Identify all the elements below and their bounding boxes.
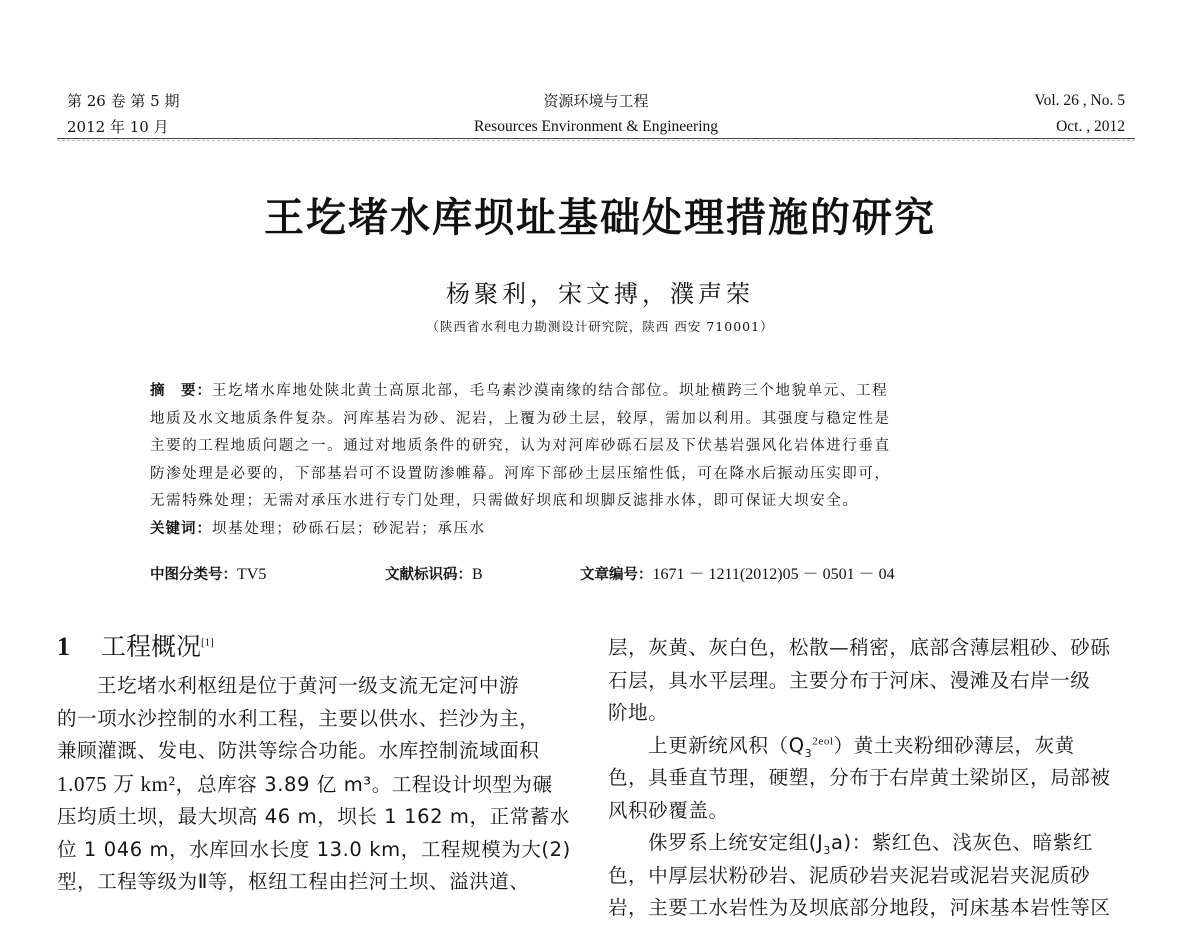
paragraph-line: 兼顾灌溉、发电、防洪等综合功能。水库控制流域面积: [57, 739, 540, 762]
abstract-label: 摘 要：: [150, 383, 212, 399]
paragraph-line: 岩，主要工水岩性为及坝底部分地段，河床基本岩性等区: [608, 896, 1111, 919]
header-center: [67, 88, 1125, 140]
paragraph-line: 压均质土坝，最大坝高 46 m，坝长 1 162 m，正常蓄水: [57, 805, 571, 828]
paragraph-line: 上更新统风积$(Q_3^{2eol})$黄土夹粉细砂薄层，灰黄: [648, 733, 1075, 760]
abstract-line: 摘 要：王圪堵水库地处陕北黄土高原北部，毛乌素沙漠南缘的结合部位。坝址横跨三个地貌单元、工程: [150, 383, 889, 399]
volume-issue-en: Vol. 26 , No. 5: [1034, 92, 1125, 109]
keywords-label: 关键词：: [150, 520, 212, 537]
journal-name-cn: 资源环境与工程: [543, 92, 649, 110]
paragraph-line: 风积砂覆盖。: [608, 798, 729, 822]
running-header: [67, 88, 1125, 140]
keywords: [150, 516, 1055, 544]
abstract-line: 主要的工程地质问题之一。通过对地质条件的研究，认为对河库砂砾石层及下伏基岩强风化岩体进行垂直: [150, 438, 891, 454]
header-right: [1034, 88, 1125, 140]
header-divider: [57, 138, 1135, 139]
article-id: 文章编号：1671 － 1211(2012)05 － 0501 － 04: [580, 566, 895, 583]
affiliation: （陕西省水利电力勘测设计研究院，陕西 西安 710001）: [426, 319, 774, 334]
keywords-value: 坝基处理；砂砾石层；砂泥岩；承压水: [212, 520, 486, 537]
paragraph-line: 位 1 046 m，水库回水长度 13.0 km，工程规模为大(2): [57, 837, 571, 861]
date-en: Oct. , 2012: [1056, 118, 1125, 135]
abstract-line: 地质及水文地质条件复杂。河库基岩为砂、泥岩，上覆为砂土层，较厚，需加以利用。其强度与稳定性是: [150, 410, 891, 427]
section-heading: [57, 628, 602, 666]
date-cn: 2012 年 10 月: [67, 118, 169, 136]
abstract: [150, 378, 1055, 543]
section-title: 工程概况: [101, 632, 202, 661]
paragraph-line: 层，灰黄、灰白色，松散—稍密，底部含薄层粗砂、砂砾: [608, 636, 1111, 659]
body-column-right: [608, 632, 1153, 925]
classification-row: [150, 563, 1055, 587]
abstract-line: 无需特殊处理；无需对承压水进行专门处理，只需做好坝底和坝脚反滤排水体，即可保证大坝安全。: [150, 493, 859, 509]
paragraph-line: 型，工程等级为Ⅱ等，枢纽工程由拦河土坝、溢洪道、: [57, 870, 530, 893]
paragraph-line: 石层，具水平层理。主要分布于河床、漫滩及右岸一级: [608, 668, 1091, 692]
author-list: 杨聚利，宋文搏，濮声荣: [446, 280, 754, 308]
citation: [1]: [201, 636, 214, 649]
journal-name-en: Resources Environment & Engineering: [473, 118, 719, 135]
article-title: 王圪堵水库坝址基础处理措施的研究: [264, 195, 936, 241]
volume-issue-cn: 第 26 卷 第 5 期: [67, 92, 180, 110]
section-number: 1: [57, 632, 70, 661]
body-column-left: [57, 628, 602, 899]
abstract-line: 防渗处理是必要的，下部基岩可不设置防渗帷幕。河库下部砂土层压缩性低，可在降水后振动压实即可，: [150, 465, 891, 482]
paragraph-line: 色，具垂直节理，硬塑，分布于右岸黄土梁峁区，局部被: [608, 766, 1111, 789]
paragraph-line: 侏罗系上统安定组$(J_3a)$：紫红色、浅灰色、暗紫红: [648, 831, 1093, 857]
paragraph-line: 王圪堵水利枢纽是位于黄河一级支流无定河中游: [97, 674, 520, 697]
paragraph-line: 1.075 万 km²，总库容 3.89 亿 m³。工程设计坝型为碾: [57, 771, 553, 796]
paragraph-line: 色，中厚层状粉砂岩、泥质砂岩夹泥岩或泥岩夹泥质砂: [608, 863, 1091, 887]
basin-area: 1.075 万 km²，: [57, 771, 198, 796]
clc-number: 中图分类号：TV5: [150, 566, 267, 583]
paragraph-line: 的一项水沙控制的水利工程，主要以供水、拦沙为主，: [57, 706, 540, 730]
paragraph-line: 阶地。: [608, 701, 669, 724]
document-code: 文献标识码：B: [385, 566, 483, 583]
